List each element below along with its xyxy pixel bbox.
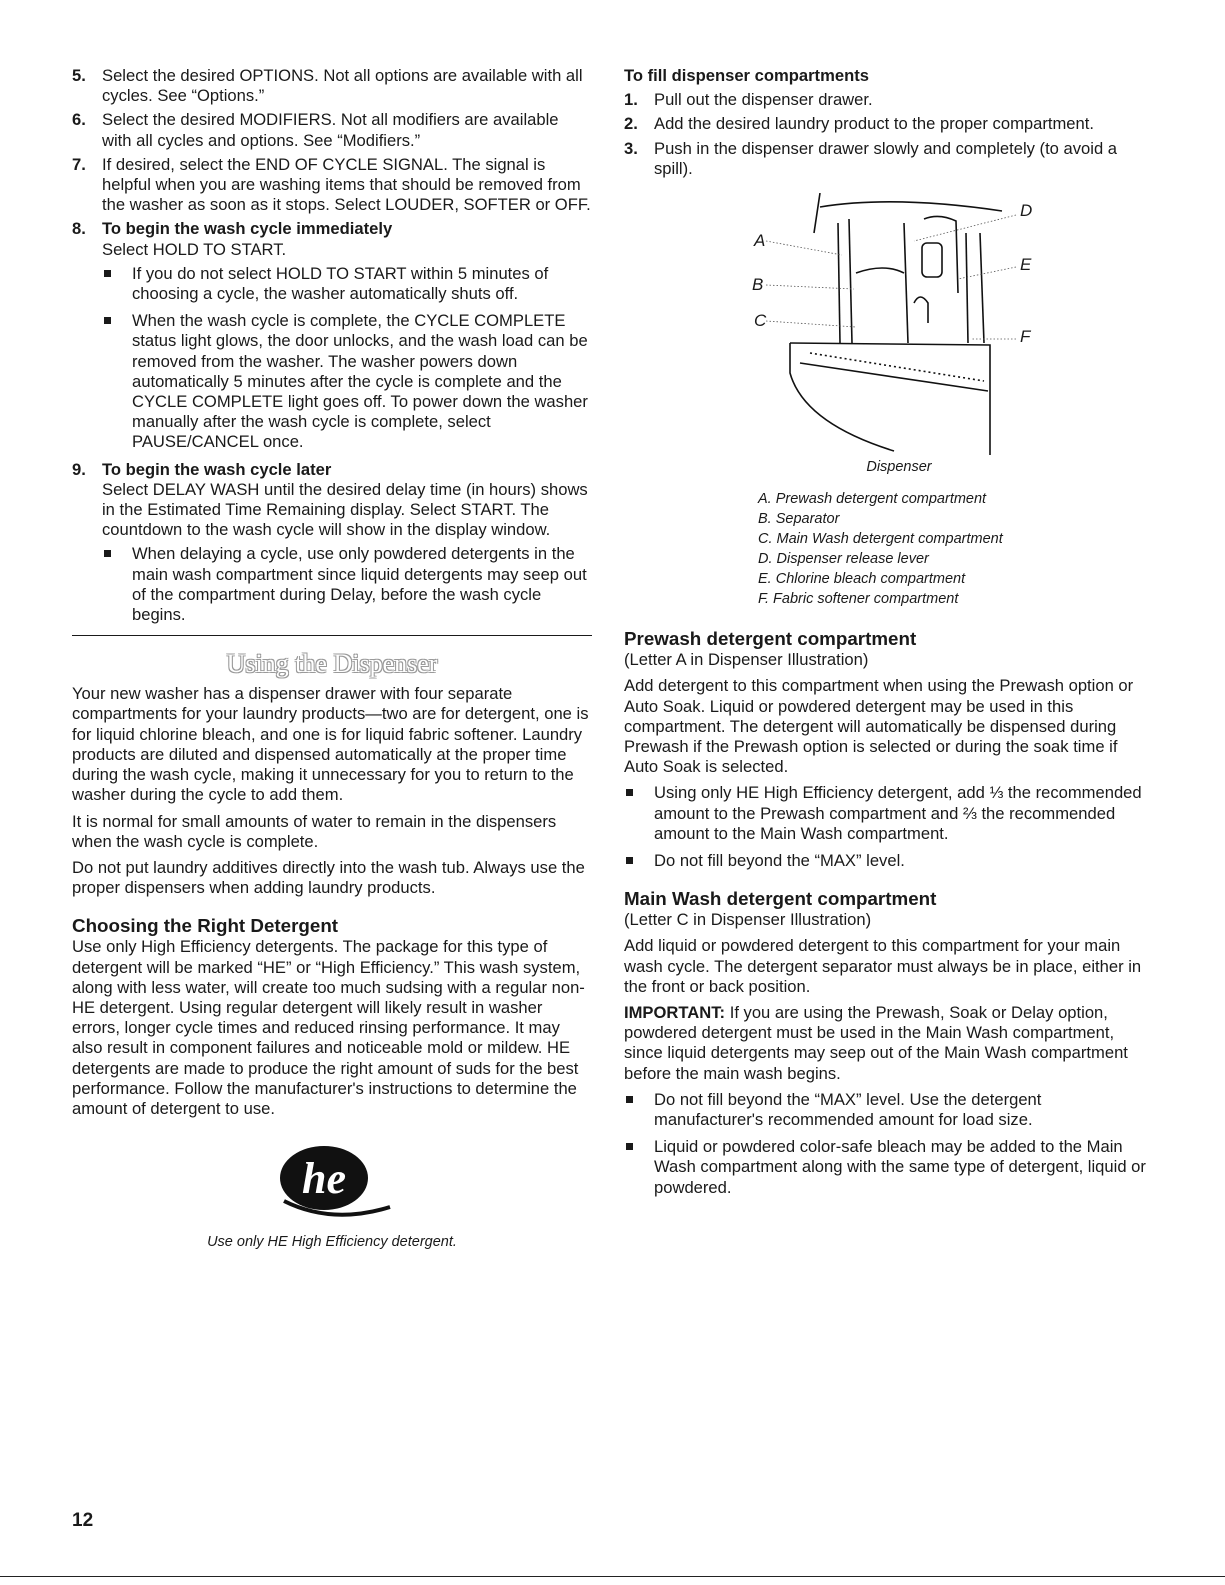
bullet-text: If you do not select HOLD TO START within 5 minutes of choosing a cycle, the washer automatically shuts off.: [132, 263, 549, 304]
fill-step: [624, 114, 1154, 134]
diagram-label-b: B: [752, 275, 764, 295]
diagram-label-f: F: [1020, 327, 1031, 347]
bullet-item: [624, 851, 1154, 871]
bullet-item: [102, 311, 592, 452]
diagram-label-a: A: [754, 231, 766, 251]
step-number: 9.: [72, 459, 86, 479]
bullet-text: Liquid or powdered color-safe bleach may be added to the Main Wash compartment along with the same type of detergent, liquid or powdered.: [654, 1137, 1146, 1197]
bullet-text: Do not fill beyond the “MAX” level.: [654, 851, 905, 871]
legend-item: A. Prewash detergent compartment: [758, 491, 987, 508]
step-title: To begin the wash cycle immediately: [102, 219, 393, 239]
mainwash-heading: Main Wash detergent compartment: [624, 888, 937, 910]
left-column: [72, 66, 592, 1253]
intro-paragraph: It is normal for small amounts of water to remain in the dispensers when the wash cycle is complete.: [72, 811, 557, 851]
he-caption: Use only HE High Efficiency detergent.: [207, 1234, 457, 1251]
step-7: [72, 155, 592, 216]
prewash-bullets: [624, 783, 1154, 871]
legend-item: E. Chlorine bleach compartment: [758, 571, 966, 588]
fill-step: [624, 90, 1154, 110]
prewash-subtitle: (Letter A in Dispenser Illustration): [624, 650, 869, 670]
step-number: 2.: [624, 114, 638, 134]
he-logo: [72, 1141, 592, 1226]
steps-list: [72, 66, 592, 625]
diagram-label-c: C: [754, 311, 767, 331]
step-text: Add the desired laundry product to the proper compartment.: [654, 114, 1094, 134]
bullet-text: When the wash cycle is complete, the CYCLE COMPLETE status light glows, the door unlocks, and the wash load can be removed from the washer. The washer powers down automatically 5 minutes after the cycle is complete and the CYCLE COMPLETE light goes off. To power down the washer manually after the wash cycle is complete, select PAUSE/CANCEL once.: [132, 311, 588, 452]
step-text: Push in the dispenser drawer slowly and completely (to avoid a spill).: [654, 138, 1118, 178]
step-8: [72, 219, 592, 452]
step-number: 5.: [72, 66, 86, 85]
legend-item: B. Separator: [758, 511, 840, 528]
dispenser-illustration-icon: [744, 193, 1054, 455]
important-label: IMPORTANT:: [624, 1003, 726, 1023]
step-number: 6.: [72, 110, 86, 130]
step-number: 1.: [624, 90, 638, 110]
step-6: [72, 110, 592, 150]
bullet-icon: [626, 1143, 633, 1150]
bottom-divider: [0, 1576, 1225, 1577]
step-text: Select HOLD TO START.: [102, 239, 287, 259]
diagram-caption: Dispenser: [866, 459, 932, 476]
bullet-list: [102, 544, 592, 625]
mainwash-subtitle: (Letter C in Dispenser Illustration): [624, 910, 872, 930]
bullet-icon: [104, 550, 111, 557]
bullet-icon: [626, 857, 633, 864]
important-paragraph: [624, 1003, 1154, 1084]
bullet-text: Using only HE High Efficiency detergent, add ⅓ the recommended amount to the Prewash compartment and ⅔ the recommended amount to the Main Wash compartment.: [654, 783, 1142, 843]
mainwash-bullets: [624, 1090, 1154, 1198]
important-text: If you are using the Prewash, Soak or Delay option, powdered detergent must be used in the Main Wash compartment, since liquid detergents may seep out of the Main Wash compartment before the main wash begins.: [624, 1003, 1128, 1083]
detergent-paragraph: Use only High Efficiency detergents. The package for this type of detergent will be marked “HE” or “High Efficiency.” This wash system, along with less water, will create too much sudsing with a regular non-HE detergent. Using regular detergent will likely result in washer errors, longer cycle times and reduced rinsing performance. It may also result in component failures and noticeable mold or mildew. HE detergents are made to produce the right amount of suds for the best performance. Follow the manufacturer's instructions to determine the amount of detergent to use.: [72, 937, 585, 1118]
bullet-icon: [626, 1096, 633, 1103]
bullet-text: When delaying a cycle, use only powdered detergents in the main wash compartment since liquid detergents may seep out of the compartment during Delay, before the wash cycle begins.: [132, 544, 587, 625]
fill-title: To fill dispenser compartments: [624, 66, 869, 85]
step-number: 7.: [72, 154, 86, 174]
step-text: If desired, select the END OF CYCLE SIGNAL. The signal is helpful when you are washing items that should be removed from the washer as soon as it stops. Select LOUDER, SOFTER or OFF.: [102, 154, 591, 215]
step-number: 8.: [72, 219, 86, 239]
dispenser-diagram: [744, 193, 1054, 455]
intro-paragraph: Your new washer has a dispenser drawer with four separate compartments for your laundry products—two are for detergent, one is for liquid chlorine bleach, and one is for liquid fabric softener. Laundry products are diluted and dispensed automatically at the proper time during the wash cycle, making it unnecessary for you to return to the washer during the cycle to add them.: [72, 684, 589, 805]
section-divider: [72, 635, 592, 636]
mainwash-paragraph: Add liquid or powdered detergent to this compartment for your main wash cycle. The detergent separator must always be in place, either in the front or back position.: [624, 936, 1142, 996]
step-5: [72, 66, 592, 106]
prewash-paragraph: Add detergent to this compartment when using the Prewash option or Auto Soak. Liquid or powdered detergent may be used in this compartment. The detergent will automatically be dispensed during Prewash if the Prewash option is selected or during the soak time if Auto Soak is selected.: [624, 676, 1134, 777]
bullet-icon: [104, 317, 111, 324]
diagram-label-e: E: [1020, 255, 1032, 275]
he-logo-text: he: [302, 1154, 346, 1204]
prewash-heading: Prewash detergent compartment: [624, 628, 917, 650]
bullet-list: [102, 264, 592, 453]
right-column: [624, 66, 1154, 1205]
step-number: 3.: [624, 138, 638, 158]
bullet-item: [102, 544, 592, 625]
page-number: 12: [72, 1510, 94, 1531]
intro-paragraph: Do not put laundry additives directly into the wash tub. Always use the proper dispensers when adding laundry products.: [72, 857, 585, 898]
bullet-icon: [626, 789, 633, 796]
fill-step: [624, 139, 1154, 179]
bullet-icon: [104, 270, 111, 277]
diagram-label-d: D: [1020, 201, 1033, 221]
he-logo-icon: [262, 1141, 402, 1221]
step-text: Select the desired MODIFIERS. Not all modifiers are available with all cycles and options. See “Modifiers.”: [102, 110, 559, 150]
step-9: [72, 460, 592, 626]
bullet-text: Do not fill beyond the “MAX” level. Use the detergent manufacturer's recommended amount for load size.: [654, 1089, 1042, 1130]
bullet-item: [624, 1090, 1154, 1130]
diagram-legend: [758, 489, 1154, 609]
legend-item: F. Fabric softener compartment: [758, 591, 959, 608]
section-title: Using the Dispenser: [226, 649, 438, 679]
step-title: To begin the wash cycle later: [102, 459, 332, 479]
step-text: Select DELAY WASH until the desired delay time (in hours) shows in the Estimated Time Remaining display. Select START. The countdown to the wash cycle will show in the display window.: [102, 479, 588, 540]
detergent-heading: Choosing the Right Detergent: [72, 915, 339, 937]
bullet-item: [624, 1137, 1154, 1198]
step-text: Pull out the dispenser drawer.: [654, 90, 873, 110]
legend-item: D. Dispenser release lever: [758, 551, 929, 568]
fill-steps-list: [624, 90, 1154, 179]
step-text: Select the desired OPTIONS. Not all options are available with all cycles. See “Options.”: [102, 66, 583, 106]
bullet-item: [624, 783, 1154, 844]
legend-item: C. Main Wash detergent compartment: [758, 531, 1003, 548]
bullet-item: [102, 264, 592, 304]
